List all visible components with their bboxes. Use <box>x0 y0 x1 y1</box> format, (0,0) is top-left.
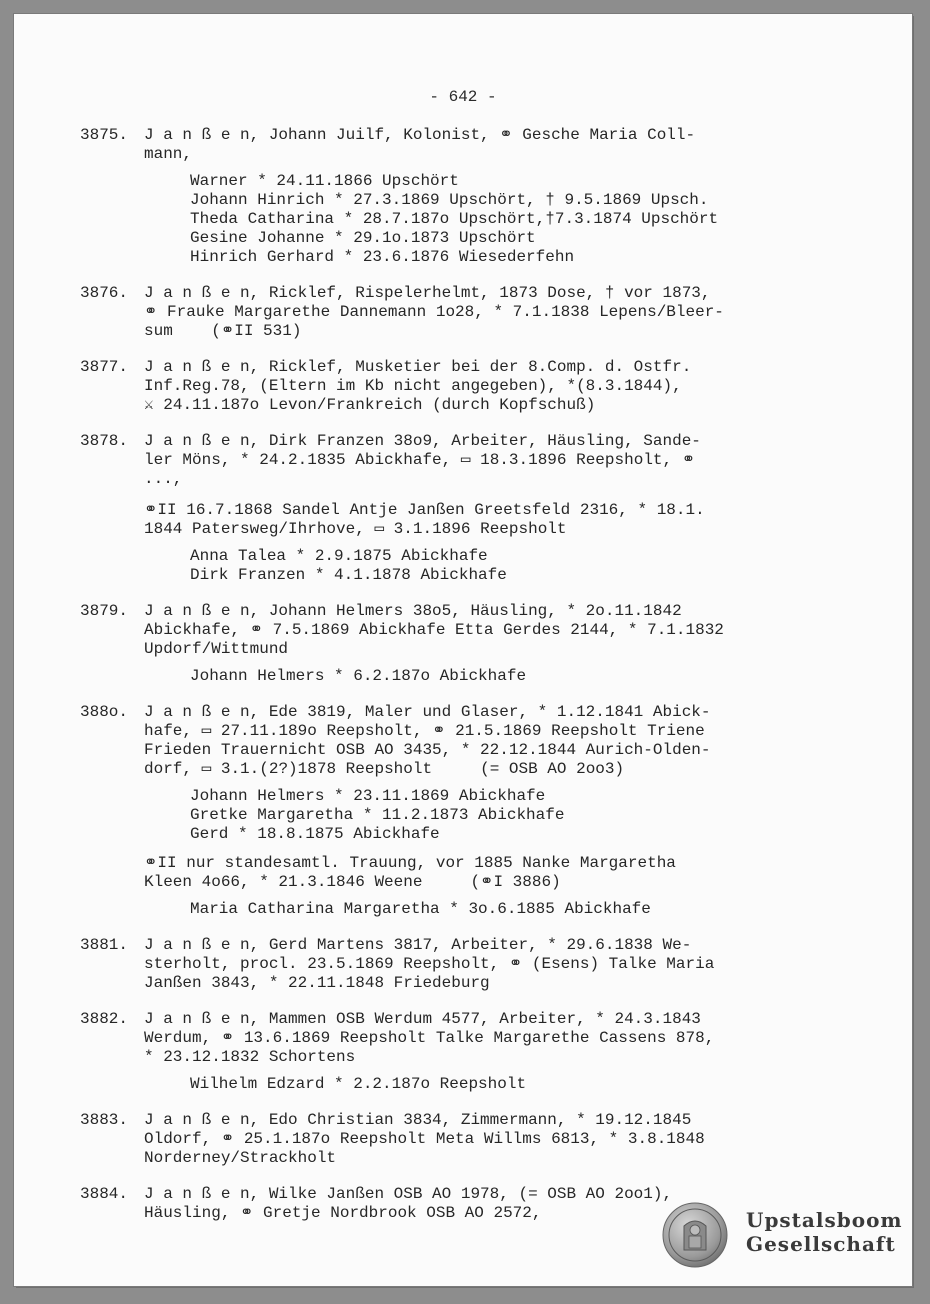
child-line: Gerd * 18.8.1875 Abickhafe <box>190 825 440 843</box>
entry-list <box>80 126 870 1240</box>
entry <box>80 936 870 993</box>
child-line: Gesine Johanne * 29.1o.1873 Upschört <box>190 229 536 247</box>
entry-line: Frieden Trauernicht OSB AO 3435, * 22.12.1844 Aurich-Olden- <box>144 741 711 759</box>
entry <box>80 432 870 585</box>
entry <box>80 1111 870 1168</box>
entry-line: ler Möns, * 24.2.1835 Abickhafe, ▭ 18.3.1896 Reepsholt, ⚭ <box>144 451 696 469</box>
entry-body <box>144 936 870 993</box>
child-line: Warner * 24.11.1866 Upschört <box>190 172 459 190</box>
child-line-group <box>144 1075 870 1094</box>
entry-number: 3884. <box>80 1185 129 1203</box>
entry-line-group <box>144 703 870 779</box>
entry-line-group <box>144 1111 870 1168</box>
entry-line: ..., <box>144 470 183 488</box>
entry-body <box>144 126 870 267</box>
document-page <box>14 14 912 1286</box>
entry <box>80 703 870 919</box>
entry-line: mann, <box>144 145 193 163</box>
entry-number: 3878. <box>80 432 129 450</box>
entry-number: 3877. <box>80 358 129 376</box>
logo-text <box>746 1208 903 1256</box>
child-line-group <box>144 667 870 686</box>
entry-line: J a n ß e n, Wilke Janßen OSB AO 1978, (= OSB AO 2oo1), <box>144 1185 673 1203</box>
entry-number: 3882. <box>80 1010 129 1028</box>
entry-line: Abickhafe, ⚭ 7.5.1869 Abickhafe Etta Gerdes 2144, * 7.1.1832 <box>144 621 724 639</box>
entry <box>80 284 870 341</box>
child-line: Anna Talea * 2.9.1875 Abickhafe <box>190 547 488 565</box>
entry-line: Janßen 3843, * 22.11.1848 Friedeburg <box>144 974 490 992</box>
marriage-line-group <box>144 854 870 892</box>
entry-line: ⚭ Frauke Margarethe Dannemann 1o28, * 7.1.1838 Lepens/Bleer- <box>144 303 724 321</box>
entry-body <box>144 1010 870 1094</box>
marriage-line: ⚭II nur standesamtl. Trauung, vor 1885 Nanke Margaretha <box>144 854 676 872</box>
entry-line: J a n ß e n, Ricklef, Musketier bei der 8.Comp. d. Ostfr. <box>144 358 692 376</box>
child-line: Gretke Margaretha * 11.2.1873 Abickhafe <box>190 806 565 824</box>
child-line: Johann Helmers * 23.11.1869 Abickhafe <box>190 787 546 805</box>
entry-line: J a n ß e n, Johann Juilf, Kolonist, ⚭ Gesche Maria Coll- <box>144 126 696 144</box>
child-line: Wilhelm Edzard * 2.2.187o Reepsholt <box>190 1075 527 1093</box>
entry-line: J a n ß e n, Johann Helmers 38o5, Häusling, * 2o.11.1842 <box>144 602 682 620</box>
entry-line: * 23.12.1832 Schortens <box>144 1048 356 1066</box>
child-line-group <box>144 787 870 844</box>
child-line: Johann Hinrich * 27.3.1869 Upschört, † 9.5.1869 Upsch. <box>190 191 709 209</box>
seal-icon <box>662 1202 728 1268</box>
entry-line: sum (⚭II 531) <box>144 322 302 340</box>
entry-line-group <box>144 126 870 164</box>
child-line-group <box>144 547 870 585</box>
entry-body <box>144 358 870 415</box>
entry-line: Häusling, ⚭ Gretje Nordbrook OSB AO 2572, <box>144 1204 542 1222</box>
entry-line-group <box>144 602 870 659</box>
child-line: Hinrich Gerhard * 23.6.1876 Wiesederfehn <box>190 248 575 266</box>
entry-body <box>144 284 870 341</box>
marriage-line: 1844 Patersweg/Ihrhove, ▭ 3.1.1896 Reepsholt <box>144 520 567 538</box>
entry-number: 3879. <box>80 602 129 620</box>
entry-number: 3875. <box>80 126 129 144</box>
entry-line: J a n ß e n, Gerd Martens 3817, Arbeiter, * 29.6.1838 We- <box>144 936 692 954</box>
entry-body <box>144 703 870 919</box>
entry <box>80 358 870 415</box>
entry-line-group <box>144 936 870 993</box>
marriage-line-group <box>144 501 870 539</box>
entry-line: hafe, ▭ 27.11.189o Reepsholt, ⚭ 21.5.1869 Reepsholt Triene <box>144 722 705 740</box>
logo-line-1: Upstalsboom <box>746 1208 903 1232</box>
entry-line: Werdum, ⚭ 13.6.1869 Reepsholt Talke Margarethe Cassens 878, <box>144 1029 715 1047</box>
entry-line: J a n ß e n, Mammen OSB Werdum 4577, Arbeiter, * 24.3.1843 <box>144 1010 701 1028</box>
entry-line-group <box>144 358 870 415</box>
entry-line-group <box>144 1010 870 1067</box>
entry-line: Norderney/Strackholt <box>144 1149 337 1167</box>
entry-line: J a n ß e n, Ede 3819, Maler und Glaser, * 1.12.1841 Abick- <box>144 703 711 721</box>
entry-body <box>144 602 870 686</box>
entry <box>80 602 870 686</box>
marriage-line: ⚭II 16.7.1868 Sandel Antje Janßen Greetsfeld 2316, * 18.1. <box>144 501 705 519</box>
entry-number: 388o. <box>80 703 129 721</box>
child-line: Dirk Franzen * 4.1.1878 Abickhafe <box>190 566 507 584</box>
entry-number: 3881. <box>80 936 129 954</box>
child-line-group <box>144 172 870 267</box>
logo-line-2: Gesellschaft <box>746 1232 896 1256</box>
child-line: Theda Catharina * 28.7.187o Upschört,†7.3.1874 Upschört <box>190 210 719 228</box>
entry <box>80 1010 870 1094</box>
entry-line: J a n ß e n, Dirk Franzen 38o9, Arbeiter, Häusling, Sande- <box>144 432 701 450</box>
entry-line: J a n ß e n, Edo Christian 3834, Zimmermann, * 19.12.1845 <box>144 1111 692 1129</box>
entry-body <box>144 432 870 585</box>
child-line: Johann Helmers * 6.2.187o Abickhafe <box>190 667 527 685</box>
entry-line: Oldorf, ⚭ 25.1.187o Reepsholt Meta Willms 6813, * 3.8.1848 <box>144 1130 705 1148</box>
entry-line: Inf.Reg.78, (Eltern im Kb nicht angegeben), *(8.3.1844), <box>144 377 682 395</box>
child-line: Maria Catharina Margaretha * 3o.6.1885 Abickhafe <box>190 900 651 918</box>
entry-number: 3876. <box>80 284 129 302</box>
entry-number: 3883. <box>80 1111 129 1129</box>
marriage-line: Kleen 4o66, * 21.3.1846 Weene (⚭I 3886) <box>144 873 561 891</box>
entry <box>80 126 870 267</box>
publisher-logo <box>662 1202 912 1272</box>
child-line-group <box>144 900 870 919</box>
entry-line: sterholt, procl. 23.5.1869 Reepsholt, ⚭ (Esens) Talke Maria <box>144 955 715 973</box>
entry-line: dorf, ▭ 3.1.(2?)1878 Reepsholt (= OSB AO 2oo3) <box>144 760 625 778</box>
entry-body <box>144 1111 870 1168</box>
entry-line: J a n ß e n, Ricklef, Rispelerhelmt, 1873 Dose, † vor 1873, <box>144 284 711 302</box>
entry-line-group <box>144 284 870 341</box>
entry-line-group <box>144 432 870 489</box>
entry-line: Updorf/Wittmund <box>144 640 289 658</box>
page-number: - 642 - <box>429 88 497 106</box>
entry-line: ⚔ 24.11.187o Levon/Frankreich (durch Kopfschuß) <box>144 396 596 414</box>
